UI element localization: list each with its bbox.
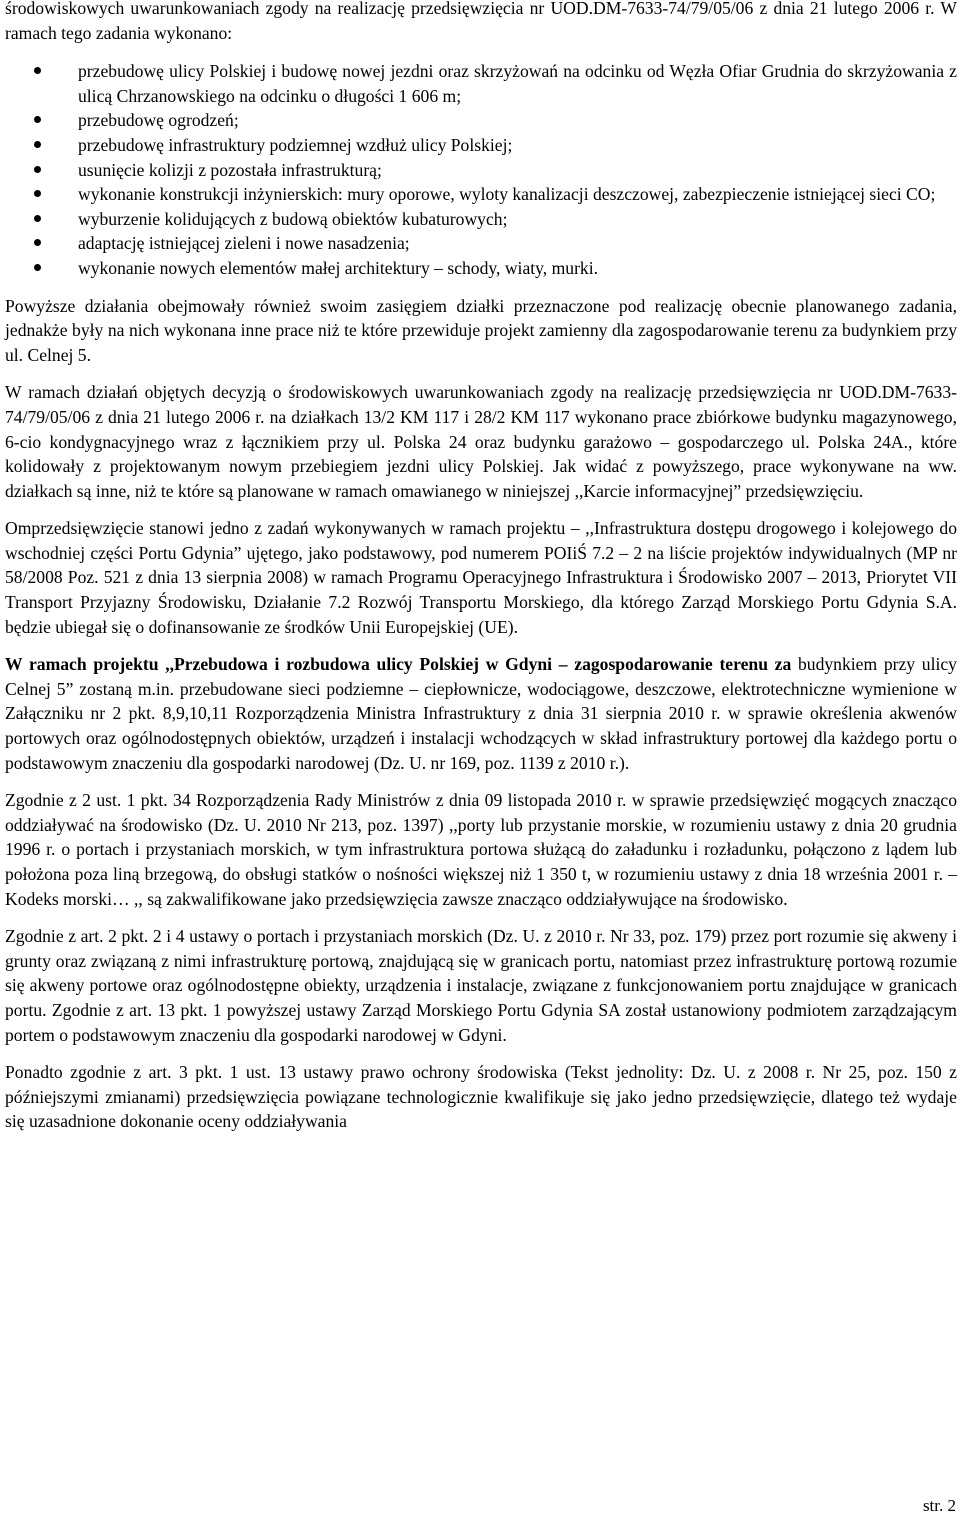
paragraph-3: Omprzedsięwzięcie stanowi jedno z zadań wykonywanych w ramach projektu – ,,Infrastruktura dostępu drogowego i kolejowego do wschodniej części Portu Gdynia” ujętego, jako podstawowy, pod numerem POIiŚ 7.2 – 2 na liście projektów indywidualnych (MP nr 58/2008 Poz. 521 z dnia 13 sierpnia 2008) w ramach Programu Operacyjnego Infrastruktura i Środowisko 2007 – 2013, Priorytet VII Transport Przyjazny Środowisku, Działanie 7.2 Rozwój Transportu Morskiego, dla którego Zarząd Morskiego Portu Gdynia S.A. będzie ubiegał się o dofinansowanie ze środków Unii Europejskiej (UE).	[5, 518, 957, 637]
list-item: wykonanie konstrukcji inżynierskich: mury oporowe, wyloty kanalizacji deszczowej, zabezpieczenie istniejącej sieci CO;	[5, 182, 957, 207]
paragraph-2: W ramach działań objętych decyzją o środowiskowych uwarunkowaniach zgody na realizację przedsięwzięcia nr UOD.DM-7633-74/79/05/06 z dnia 21 lutego 2006 r. na działkach 13/2 KM 117 i 28/2 KM 117 wykonano prace zbiórkowe budynku magazynowego, 6-cio kondygnacyjnego wraz z łącznikiem przy ul. Polska 24 oraz budynku garażowo – gospodarczego ul. Polska 24A., które kolidowały z projektowanym nowym przebiegiem jezdni ulicy Polskiej. Jak widać z powyższego, prace wykonywane na ww. działkach są inne, niż te które są planowane w ramach omawianego w niniejszej ,,Karcie informacyjnej” przedsięwzięciu.	[5, 382, 957, 501]
bullet-icon	[34, 141, 41, 148]
paragraph-5: Zgodnie z 2 ust. 1 pkt. 34 Rozporządzenia Rady Ministrów z dnia 09 listopada 2010 r. w sprawie przedsięwzięć mogących znacząco oddziaływać na środowisko (Dz. U. 2010 Nr 213, poz. 1397) ,,porty lub przystanie morskie, w rozumieniu ustawy z dnia 20 grudnia 1996 r. o portach i przystaniach morskich, w tym infrastruktura portowa służącą do załadunku i rozładunku, połączono z lądem lub położona poza liną brzegową, do obsługi statków o nośności większej niż 1 350 t, w rozumieniu ustawy z dnia 18 września 2001 r. – Kodeks morski… ,, są zakwalifikowane jako przedsięwzięcia zawsze znacząco oddziaływujące na środowisko.	[5, 790, 957, 909]
paragraph-1: Powyższe działania obejmowały również swoim zasięgiem działki przeznaczone pod realizację obecnie planowanego zadania, jednakże były na nich wykonana inne prace niż te które przewiduje projekt zamienny dla zagospodarowanie terenu za budynkiem przy ul. Celnej 5.	[5, 295, 957, 365]
work-list	[5, 59, 957, 280]
list-item: wyburzenie kolidujących z budową obiektów kubaturowych;	[5, 207, 957, 232]
list-item: usunięcie kolizji z pozostała infrastrukturą;	[5, 158, 957, 183]
paragraph-4	[5, 652, 957, 775]
list-item: przebudowę infrastruktury podziemnej wzdłuż ulicy Polskiej;	[5, 133, 957, 158]
paragraph-7: Ponadto zgodnie z art. 3 pkt. 1 ust. 13 ustawy prawo ochrony środowiska (Tekst jednolity: Dz. U. z 2008 r. Nr 25, poz. 150 z późniejszymi zmianami) przedsięwzięcia powiązane technologicznie kwalifikuje się jako jedno przedsięwzięcie, dlatego też wydaje się uzasadnione dokonanie oceny oddziaływania	[5, 1062, 957, 1132]
bullet-icon	[34, 190, 41, 197]
bullet-icon	[34, 264, 41, 271]
paragraph-4-rest: budynkiem przy ulicy Celnej 5” zostaną m.in. przebudowane sieci podziemne – ciepłownicze, wodociągowe, deszczowe, elektrotechniczne wymienione w Załączniku nr 2 pkt. 8,9,10,11 Rozporządzenia Ministra Infrastruktury z dnia 31 sierpnia 2010 r. w sprawie określenia akwenów portowych oraz ogólnodostępnych obiektów, urządzeń i instalacji wchodzących w skład infrastruktury portowej dla każdego portu o podstawowym znaczeniu dla gospodarki narodowej (Dz. U. nr 169, poz. 1139 z 2010 r.).	[5, 654, 957, 773]
intro-paragraph: środowiskowych uwarunkowaniach zgody na realizację przedsięwzięcia nr UOD.DM-7633-74/79/05/06 z dnia 21 lutego 2006 r. W ramach tego zadania wykonano:	[5, 0, 957, 43]
bullet-icon	[34, 166, 41, 173]
bullet-icon	[34, 215, 41, 222]
bullet-icon	[34, 116, 41, 123]
list-item: przebudowę ulicy Polskiej i budowę nowej jezdni oraz skrzyżowań na odcinku od Węzła Ofiar Grudnia do skrzyżowania z ulicą Chrzanowskiego na odcinku o długości 1 606 m;	[5, 59, 957, 108]
paragraph-4-bold: W ramach projektu ,,Przebudowa i rozbudowa ulicy Polskiej w Gdyni – zagospodarowanie terenu za	[5, 654, 792, 675]
paragraph-6: Zgodnie z art. 2 pkt. 2 i 4 ustawy o portach i przystaniach morskich (Dz. U. z 2010 r. Nr 33, poz. 179) przez port rozumie się akweny i grunty oraz związaną z nimi infrastrukturę portową, znajdującą się w granicach portu, natomiast przez infrastrukturę portową rozumie się akweny portowe oraz ogólnodostępne obiekty, urządzenia i instalacje, związane z funkcjonowaniem portu znajdujące w granicach portu. Zgodnie z art. 13 pkt. 1 powyższej ustawy Zarząd Morskiego Portu Gdynia SA został ustanowiony podmiotem zarządzającym portem o podstawowym znaczeniu dla gospodarki narodowej w Gdyni.	[5, 926, 957, 1045]
document-page	[5, 0, 957, 1134]
page-number: str. 2	[922, 1496, 956, 1515]
list-item: adaptację istniejącej zieleni i nowe nasadzenia;	[5, 231, 957, 256]
bullet-icon	[34, 239, 41, 246]
list-item: wykonanie nowych elementów małej architektury – schody, wiaty, murki.	[5, 256, 957, 281]
list-item: przebudowę ogrodzeń;	[5, 108, 957, 133]
bullet-icon	[34, 67, 41, 74]
